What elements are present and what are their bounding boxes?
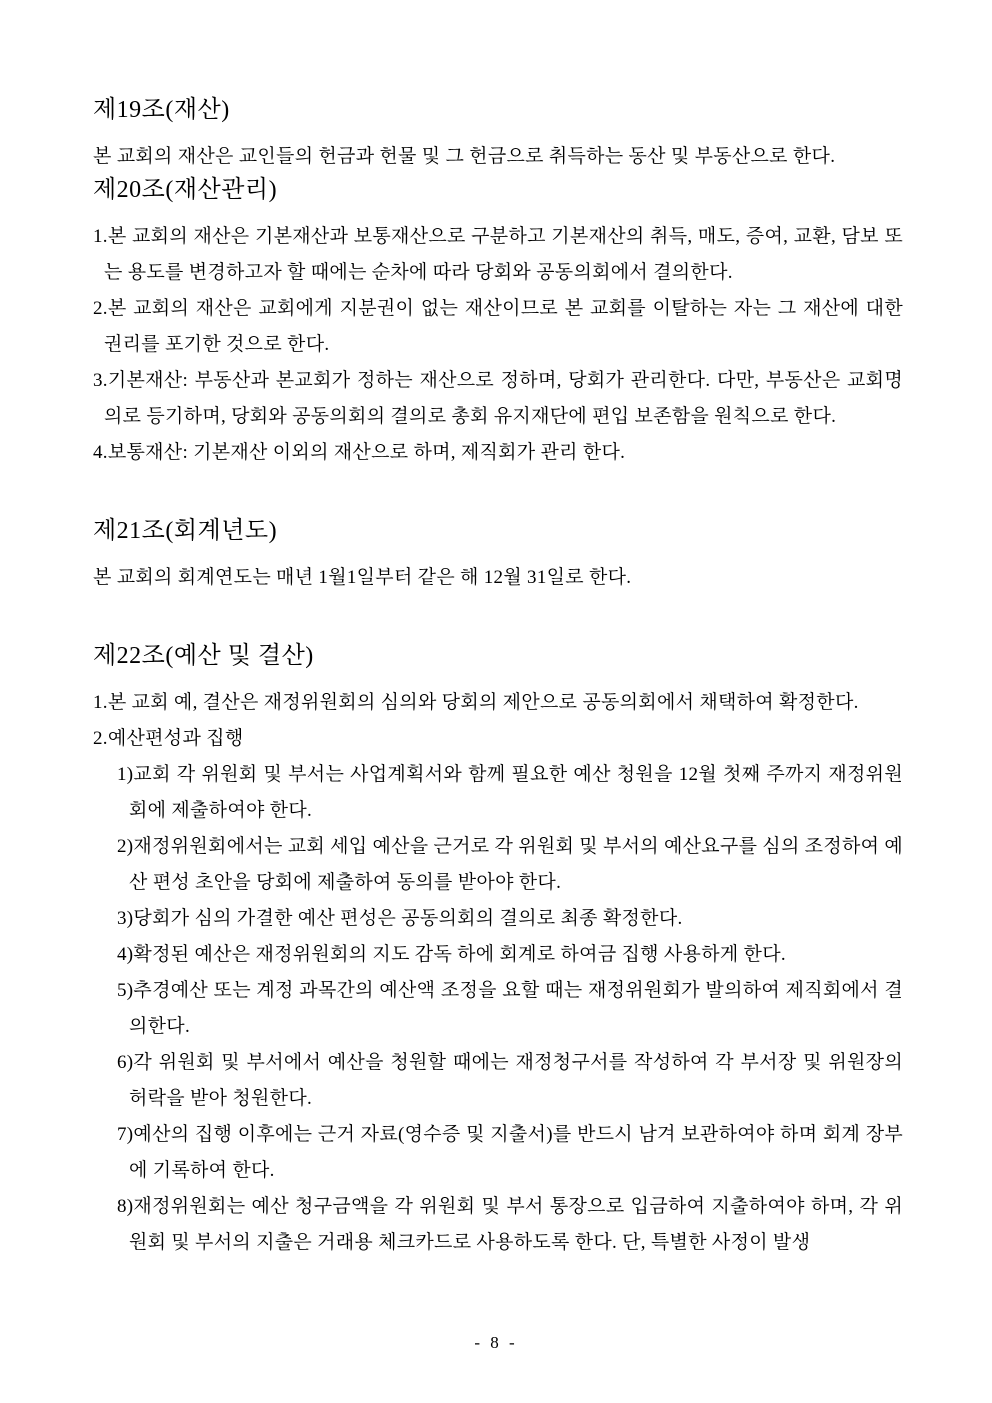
article-22-item-2-sub-1: 1)교회 각 위원회 및 부서는 사업계획서와 함께 필요한 예산 청원을 12월 첫째 주까지 재정위원회에 제출하여야 한다.	[117, 764, 903, 821]
article-20-item-4: 4.보통재산: 기본재산 이외의 재산으로 하며, 제직회가 관리 한다.	[93, 442, 626, 463]
article-21-heading: 제21조(회계년도)	[93, 518, 278, 544]
article-19-body: 본 교회의 재산은 교인들의 헌금과 헌물 및 그 헌금으로 취득하는 동산 및 부동산으로 한다.	[93, 146, 836, 167]
article-22-heading: 제22조(예산 및 결산)	[93, 643, 314, 669]
article-22-item-2-sub-4: 4)확정된 예산은 재정위원회의 지도 감독 하에 회계로 하여금 집행 사용하게 한다.	[117, 944, 786, 965]
article-22-item-2-sub-8: 8)재정위원회는 예산 청구금액을 각 위원회 및 부서 통장으로 입금하여 지출하여야 하며, 각 위원회 및 부서의 지출은 거래용 체크카드로 사용하도록 한다. 단, 특별한 사정이 발생	[117, 1196, 903, 1253]
document-body	[93, 95, 903, 1261]
article-22-item-2-sub-2: 2)재정위원회에서는 교회 세입 예산을 근거로 각 위원회 및 부서의 예산요구를 심의 조정하여 예산 편성 초안을 당회에 제출하여 동의를 받아야 한다.	[117, 836, 903, 893]
article-22-item-2-sub-6: 6)각 위원회 및 부서에서 예산을 청원할 때에는 재정청구서를 작성하여 각 부서장 및 위원장의 허락을 받아 청원한다.	[117, 1052, 903, 1109]
article-19-heading: 제19조(재산)	[93, 97, 230, 123]
article-20-item-2: 2.본 교회의 재산은 교회에게 지분권이 없는 재산이므로 본 교회를 이탈하는 자는 그 재산에 대한 권리를 포기한 것으로 한다.	[93, 298, 903, 355]
article-20-item-1: 1.본 교회의 재산은 기본재산과 보통재산으로 구분하고 기본재산의 취득, 매도, 증여, 교환, 담보 또는 용도를 변경하고자 할 때에는 순차에 따라 당회와 공동의회에서 결의한다.	[93, 226, 903, 283]
article-22-item-1: 1.본 교회 예, 결산은 재정위원회의 심의와 당회의 제안으로 공동의회에서 채택하여 확정한다.	[93, 692, 859, 713]
article-22-item-2-sub-3: 3)당회가 심의 가결한 예산 편성은 공동의회의 결의로 최종 확정한다.	[117, 908, 683, 929]
article-22-item-2-sub-7: 7)예산의 집행 이후에는 근거 자료(영수증 및 지출서)를 반드시 남겨 보관하여야 하며 회계 장부에 기록하여 한다.	[117, 1124, 903, 1181]
article-20-item-3: 3.기본재산: 부동산과 본교회가 정하는 재산으로 정하며, 당회가 관리한다. 다만, 부동산은 교회명의로 등기하며, 당회와 공동의회의 결의로 총회 유지재단에 편입 보존함을 원칙으로 한다.	[93, 370, 903, 427]
article-22-item-2-sub-5: 5)추경예산 또는 계정 과목간의 예산액 조정을 요할 때는 재정위원회가 발의하여 제직회에서 결의한다.	[117, 980, 903, 1037]
article-21-body: 본 교회의 회계연도는 매년 1월1일부터 같은 해 12월 31일로 한다.	[93, 567, 632, 588]
article-20-heading: 제20조(재산관리)	[93, 177, 278, 203]
article-22-item-2: 2.예산편성과 집행	[93, 728, 244, 749]
page-number: - 8 -	[474, 1333, 518, 1352]
